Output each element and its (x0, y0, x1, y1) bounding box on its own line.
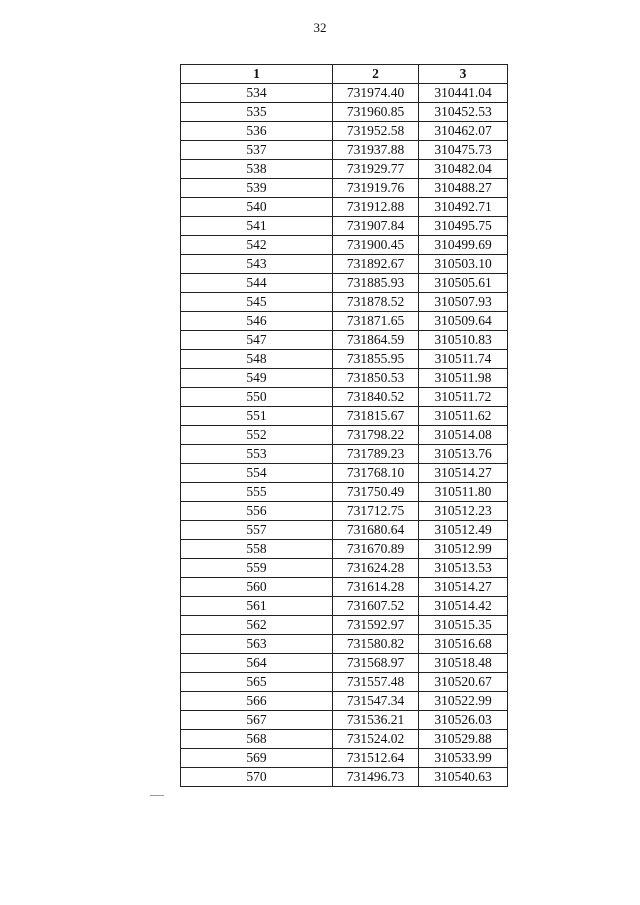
x-coordinate-cell: 731900.45 (333, 236, 419, 255)
x-coordinate-cell: 731624.28 (333, 559, 419, 578)
y-coordinate-cell: 310511.62 (419, 407, 508, 426)
x-coordinate-cell: 731840.52 (333, 388, 419, 407)
x-coordinate-cell: 731547.34 (333, 692, 419, 711)
x-coordinate-cell: 731789.23 (333, 445, 419, 464)
y-coordinate-cell: 310513.53 (419, 559, 508, 578)
column-header-3: 3 (419, 65, 508, 84)
point-number-cell: 549 (181, 369, 333, 388)
x-coordinate-cell: 731974.40 (333, 84, 419, 103)
point-number-cell: 548 (181, 350, 333, 369)
y-coordinate-cell: 310462.07 (419, 122, 508, 141)
table-row (181, 312, 508, 331)
point-number-cell: 538 (181, 160, 333, 179)
point-number-cell: 543 (181, 255, 333, 274)
table-row (181, 464, 508, 483)
table-row (181, 293, 508, 312)
table-row (181, 388, 508, 407)
x-coordinate-cell: 731907.84 (333, 217, 419, 236)
x-coordinate-cell: 731929.77 (333, 160, 419, 179)
point-number-cell: 557 (181, 521, 333, 540)
table-row (181, 141, 508, 160)
y-coordinate-cell: 310507.93 (419, 293, 508, 312)
x-coordinate-cell: 731892.67 (333, 255, 419, 274)
table-row (181, 502, 508, 521)
x-coordinate-cell: 731670.89 (333, 540, 419, 559)
table-row (181, 274, 508, 293)
y-coordinate-cell: 310513.76 (419, 445, 508, 464)
y-coordinate-cell: 310511.80 (419, 483, 508, 502)
y-coordinate-cell: 310509.64 (419, 312, 508, 331)
point-number-cell: 555 (181, 483, 333, 502)
x-coordinate-cell: 731885.93 (333, 274, 419, 293)
table-row (181, 673, 508, 692)
y-coordinate-cell: 310533.99 (419, 749, 508, 768)
point-number-cell: 546 (181, 312, 333, 331)
y-coordinate-cell: 310512.23 (419, 502, 508, 521)
table-row (181, 711, 508, 730)
y-coordinate-cell: 310516.68 (419, 635, 508, 654)
x-coordinate-cell: 731614.28 (333, 578, 419, 597)
point-number-cell: 550 (181, 388, 333, 407)
y-coordinate-cell: 310452.53 (419, 103, 508, 122)
column-header-2: 2 (333, 65, 419, 84)
point-number-cell: 542 (181, 236, 333, 255)
y-coordinate-cell: 310495.75 (419, 217, 508, 236)
x-coordinate-cell: 731712.75 (333, 502, 419, 521)
x-coordinate-cell: 731850.53 (333, 369, 419, 388)
y-coordinate-cell: 310505.61 (419, 274, 508, 293)
y-coordinate-cell: 310512.99 (419, 540, 508, 559)
x-coordinate-cell: 731750.49 (333, 483, 419, 502)
y-coordinate-cell: 310515.35 (419, 616, 508, 635)
table-row (181, 198, 508, 217)
table-row (181, 255, 508, 274)
point-number-cell: 534 (181, 84, 333, 103)
table-row (181, 635, 508, 654)
table-row (181, 730, 508, 749)
point-number-cell: 563 (181, 635, 333, 654)
point-number-cell: 569 (181, 749, 333, 768)
point-number-cell: 553 (181, 445, 333, 464)
table-row (181, 445, 508, 464)
y-coordinate-cell: 310511.72 (419, 388, 508, 407)
point-number-cell: 565 (181, 673, 333, 692)
point-number-cell: 539 (181, 179, 333, 198)
table-body (181, 84, 508, 787)
table-row (181, 692, 508, 711)
y-coordinate-cell: 310514.42 (419, 597, 508, 616)
table-row (181, 426, 508, 445)
x-coordinate-cell: 731768.10 (333, 464, 419, 483)
y-coordinate-cell: 310520.67 (419, 673, 508, 692)
x-coordinate-cell: 731919.76 (333, 179, 419, 198)
table-row (181, 160, 508, 179)
x-coordinate-cell: 731512.64 (333, 749, 419, 768)
coordinates-table (180, 64, 508, 787)
y-coordinate-cell: 310514.27 (419, 578, 508, 597)
y-coordinate-cell: 310511.98 (419, 369, 508, 388)
table-row (181, 578, 508, 597)
table-row (181, 179, 508, 198)
y-coordinate-cell: 310526.03 (419, 711, 508, 730)
x-coordinate-cell: 731960.85 (333, 103, 419, 122)
table-row (181, 521, 508, 540)
y-coordinate-cell: 310522.99 (419, 692, 508, 711)
table-row (181, 236, 508, 255)
x-coordinate-cell: 731937.88 (333, 141, 419, 160)
y-coordinate-cell: 310503.10 (419, 255, 508, 274)
point-number-cell: 564 (181, 654, 333, 673)
point-number-cell: 551 (181, 407, 333, 426)
header-row (181, 65, 508, 84)
x-coordinate-cell: 731680.64 (333, 521, 419, 540)
x-coordinate-cell: 731912.88 (333, 198, 419, 217)
table-row (181, 122, 508, 141)
x-coordinate-cell: 731524.02 (333, 730, 419, 749)
y-coordinate-cell: 310441.04 (419, 84, 508, 103)
point-number-cell: 535 (181, 103, 333, 122)
x-coordinate-cell: 731580.82 (333, 635, 419, 654)
x-coordinate-cell: 731496.73 (333, 768, 419, 787)
x-coordinate-cell: 731592.97 (333, 616, 419, 635)
point-number-cell: 568 (181, 730, 333, 749)
point-number-cell: 558 (181, 540, 333, 559)
y-coordinate-cell: 310540.63 (419, 768, 508, 787)
y-coordinate-cell: 310511.74 (419, 350, 508, 369)
point-number-cell: 570 (181, 768, 333, 787)
point-number-cell: 560 (181, 578, 333, 597)
table-row (181, 616, 508, 635)
x-coordinate-cell: 731607.52 (333, 597, 419, 616)
y-coordinate-cell: 310482.04 (419, 160, 508, 179)
y-coordinate-cell: 310499.69 (419, 236, 508, 255)
x-coordinate-cell: 731568.97 (333, 654, 419, 673)
point-number-cell: 545 (181, 293, 333, 312)
point-number-cell: 547 (181, 331, 333, 350)
y-coordinate-cell: 310492.71 (419, 198, 508, 217)
column-header-1: 1 (181, 65, 333, 84)
x-coordinate-cell: 731952.58 (333, 122, 419, 141)
x-coordinate-cell: 731536.21 (333, 711, 419, 730)
page-number: 32 (313, 20, 327, 35)
y-coordinate-cell: 310510.83 (419, 331, 508, 350)
y-coordinate-cell: 310514.27 (419, 464, 508, 483)
point-number-cell: 536 (181, 122, 333, 141)
table-row (181, 749, 508, 768)
point-number-cell: 559 (181, 559, 333, 578)
x-coordinate-cell: 731864.59 (333, 331, 419, 350)
table-row (181, 654, 508, 673)
y-coordinate-cell: 310475.73 (419, 141, 508, 160)
point-number-cell: 567 (181, 711, 333, 730)
point-number-cell: 537 (181, 141, 333, 160)
table-row (181, 350, 508, 369)
y-coordinate-cell: 310488.27 (419, 179, 508, 198)
table-row (181, 217, 508, 236)
table-row (181, 103, 508, 122)
point-number-cell: 544 (181, 274, 333, 293)
table-header (181, 65, 508, 84)
point-number-cell: 566 (181, 692, 333, 711)
point-number-cell: 540 (181, 198, 333, 217)
table-row (181, 84, 508, 103)
margin-mark (150, 795, 164, 796)
table-row (181, 407, 508, 426)
x-coordinate-cell: 731798.22 (333, 426, 419, 445)
y-coordinate-cell: 310529.88 (419, 730, 508, 749)
y-coordinate-cell: 310514.08 (419, 426, 508, 445)
x-coordinate-cell: 731878.52 (333, 293, 419, 312)
point-number-cell: 562 (181, 616, 333, 635)
table-row (181, 597, 508, 616)
point-number-cell: 554 (181, 464, 333, 483)
table-row (181, 768, 508, 787)
point-number-cell: 541 (181, 217, 333, 236)
x-coordinate-cell: 731855.95 (333, 350, 419, 369)
point-number-cell: 556 (181, 502, 333, 521)
table-row (181, 559, 508, 578)
table-row (181, 483, 508, 502)
point-number-cell: 552 (181, 426, 333, 445)
point-number-cell: 561 (181, 597, 333, 616)
table-row (181, 540, 508, 559)
y-coordinate-cell: 310512.49 (419, 521, 508, 540)
table-row (181, 369, 508, 388)
table-row (181, 331, 508, 350)
y-coordinate-cell: 310518.48 (419, 654, 508, 673)
x-coordinate-cell: 731815.67 (333, 407, 419, 426)
x-coordinate-cell: 731557.48 (333, 673, 419, 692)
x-coordinate-cell: 731871.65 (333, 312, 419, 331)
